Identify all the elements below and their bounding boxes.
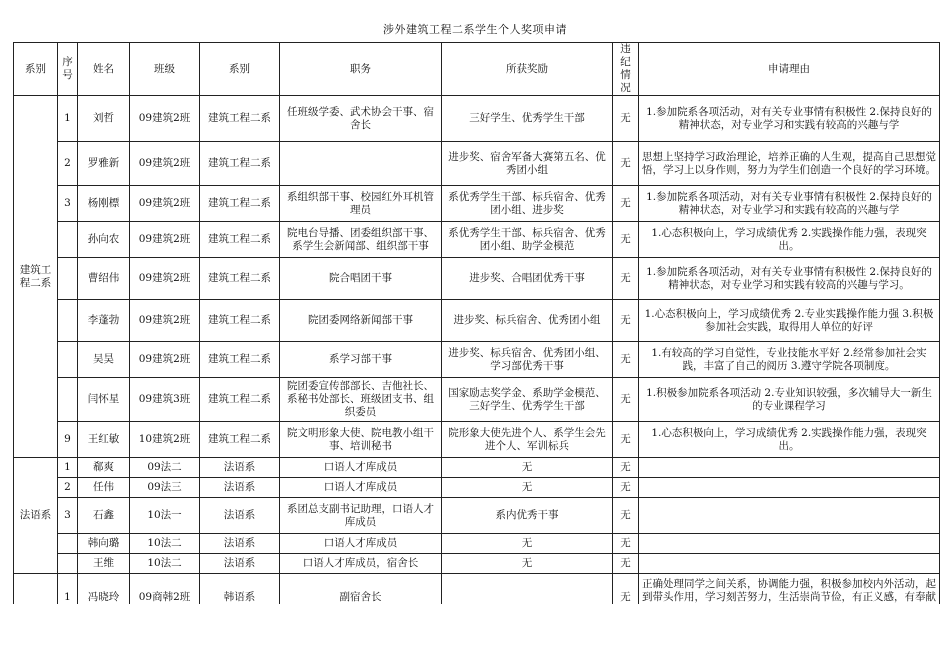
table-row: [14, 258, 940, 300]
table-row: [14, 300, 940, 342]
name-cell: 刘哲: [78, 96, 130, 142]
class-cell: 09建筑2班: [130, 142, 200, 186]
violation-cell: 无: [613, 478, 639, 498]
seq-cell: [58, 258, 78, 300]
awards-cell: 进步奖、宿舍军备大赛第五名、优秀团小组: [442, 142, 613, 186]
position-cell: 院合唱团干事: [280, 258, 442, 300]
awards-cell: 无: [442, 478, 613, 498]
table-row: [14, 96, 940, 142]
reason-cell: 1.参加院系各项活动，对有关专业事情有积极性 2.保持良好的精神状态，对专业学习和实践有较高的兴趣与学习。: [639, 258, 940, 300]
position-cell: 系团总支副书记助理，口语人才库成员: [280, 498, 442, 534]
violation-cell: 无: [613, 300, 639, 342]
seq-cell: [58, 342, 78, 378]
awards-cell: 三好学生、优秀学生干部: [442, 96, 613, 142]
position-cell: 口语人才库成员，宿舍长: [280, 554, 442, 574]
reason-cell: [639, 458, 940, 478]
awards-cell: 进步奖、合唱团优秀干事: [442, 258, 613, 300]
seq-cell: 1: [58, 458, 78, 478]
awards-cell: 无: [442, 458, 613, 478]
class-cell: 10法一: [130, 498, 200, 534]
dept-cell: 建筑工程二系: [200, 142, 280, 186]
violation-cell: 无: [613, 534, 639, 554]
class-cell: 09建筑3班: [130, 378, 200, 422]
violation-cell: 无: [613, 186, 639, 222]
table-row: [14, 478, 940, 498]
reason-cell: [639, 478, 940, 498]
awards-cell: 系优秀学生干部、标兵宿舍、优秀团小组、进步奖: [442, 186, 613, 222]
name-cell: 韩向璐: [78, 534, 130, 554]
seq-cell: 3: [58, 498, 78, 534]
table-row: [14, 498, 940, 534]
table-row: [14, 458, 940, 478]
seq-cell: 9: [58, 422, 78, 458]
reason-cell: 1.参加院系各项活动，对有关专业事情有积极性 2.保持良好的精神状态，对专业学习和实践有较高的兴趣与学: [639, 96, 940, 142]
violation-cell: 无: [613, 574, 639, 622]
reason-cell: 1.心态积极向上，学习成绩优秀 2.实践操作能力强，表现突出。: [639, 422, 940, 458]
position-cell: 系学习部干事: [280, 342, 442, 378]
name-cell: 孙向农: [78, 222, 130, 258]
dept-cell: 法语系: [200, 458, 280, 478]
name-cell: 李蓬勃: [78, 300, 130, 342]
violation-cell: 无: [613, 554, 639, 574]
position-cell: 口语人才库成员: [280, 534, 442, 554]
dept-cell: 建筑工程二系: [200, 342, 280, 378]
table-row: [14, 142, 940, 186]
dept-cell: 法语系: [200, 498, 280, 534]
dept-cell: 建筑工程二系: [200, 422, 280, 458]
seq-cell: [58, 300, 78, 342]
name-cell: 闫怀星: [78, 378, 130, 422]
header-dept: 系别: [200, 43, 280, 96]
award-application-table: [13, 42, 940, 622]
dept-cell: 建筑工程二系: [200, 378, 280, 422]
name-cell: 吴昊: [78, 342, 130, 378]
class-cell: 10法二: [130, 534, 200, 554]
name-cell: 王维: [78, 554, 130, 574]
position-cell: 口语人才库成员: [280, 478, 442, 498]
table-row: [14, 342, 940, 378]
dept-cell: 建筑工程二系: [200, 222, 280, 258]
awards-cell: 进步奖、标兵宿舍、优秀团小组: [442, 300, 613, 342]
class-cell: 09建筑2班: [130, 186, 200, 222]
header-row: [14, 43, 940, 96]
table-row: [14, 186, 940, 222]
class-cell: 10建筑2班: [130, 422, 200, 458]
class-cell: 09建筑2班: [130, 222, 200, 258]
seq-cell: [58, 222, 78, 258]
class-cell: 09建筑2班: [130, 96, 200, 142]
dept-cell: 法语系: [200, 478, 280, 498]
reason-cell: [639, 498, 940, 534]
class-cell: 09建筑2班: [130, 300, 200, 342]
header-violation: 违纪情况: [613, 43, 639, 96]
dept-cell: 法语系: [200, 554, 280, 574]
header-awards: 所获奖励: [442, 43, 613, 96]
name-cell: 石鑫: [78, 498, 130, 534]
position-cell: 系组织部干事、校园红外耳机管理员: [280, 186, 442, 222]
position-cell: 院电台导播、团委组织部干事、系学生会新闻部、组织部干事: [280, 222, 442, 258]
name-cell: 任伟: [78, 478, 130, 498]
table-row: [14, 222, 940, 258]
page-bottom-margin: [0, 604, 950, 672]
name-cell: 郗爽: [78, 458, 130, 478]
position-cell: 副宿舍长: [280, 574, 442, 622]
class-cell: 09商韩2班: [130, 574, 200, 622]
violation-cell: 无: [613, 258, 639, 300]
reason-cell: [639, 534, 940, 554]
seq-cell: 3: [58, 186, 78, 222]
awards-cell: 院形象大使先进个人、系学生会先进个人、军训标兵: [442, 422, 613, 458]
name-cell: 杨刚標: [78, 186, 130, 222]
reason-cell: [639, 554, 940, 574]
awards-cell: 系内优秀干事: [442, 498, 613, 534]
header-class: 班级: [130, 43, 200, 96]
dept-cell: 韩语系: [200, 574, 280, 622]
seq-cell: 2: [58, 142, 78, 186]
table-row: [14, 422, 940, 458]
seq-cell: [58, 378, 78, 422]
position-cell: 口语人才库成员: [280, 458, 442, 478]
reason-cell: 1.有较高的学习自觉性，专业技能水平好 2.经常参加社会实践，丰富了自己的阅历 3.遵守学院各项制度。: [639, 342, 940, 378]
violation-cell: 无: [613, 422, 639, 458]
page-title: 涉外建筑工程二系学生个人奖项申请: [383, 23, 567, 36]
violation-cell: 无: [613, 342, 639, 378]
reason-cell: 1.参加院系各项活动，对有关专业事情有积极性 2.保持良好的精神状态，对专业学习和实践有较高的兴趣与学: [639, 186, 940, 222]
violation-cell: 无: [613, 378, 639, 422]
class-cell: 09法三: [130, 478, 200, 498]
table-row: [14, 554, 940, 574]
position-cell: 院团委宣传部部长、吉他社长、系秘书处部长、班级团支书、组织委员: [280, 378, 442, 422]
position-cell: 院团委网络新闻部干事: [280, 300, 442, 342]
table-row: [14, 378, 940, 422]
class-cell: 10法二: [130, 554, 200, 574]
class-cell: 09法二: [130, 458, 200, 478]
class-cell: 09建筑2班: [130, 258, 200, 300]
reason-cell: 1.积极参加院系各项活动 2.专业知识较强，多次辅导大一新生的专业课程学习: [639, 378, 940, 422]
dept-cell: 法语系: [200, 534, 280, 554]
awards-cell: 无: [442, 554, 613, 574]
awards-cell: 系优秀学生干部、标兵宿舍、优秀团小组、助学金模范: [442, 222, 613, 258]
violation-cell: 无: [613, 96, 639, 142]
violation-cell: 无: [613, 498, 639, 534]
header-seq: 序号: [58, 43, 78, 96]
name-cell: 王红敏: [78, 422, 130, 458]
seq-cell: 2: [58, 478, 78, 498]
position-cell: 任班级学委、武术协会干事、宿舍长: [280, 96, 442, 142]
violation-cell: 无: [613, 458, 639, 478]
awards-cell: 进步奖、标兵宿舍、优秀团小组、学习部优秀干事: [442, 342, 613, 378]
violation-cell: 无: [613, 222, 639, 258]
reason-cell: 正确处理同学之间关系，协调能力强，积极参加校内外活动，起到带头作用，学习刻苦努力，生活崇尚节俭，有正义感，有奉献: [639, 574, 940, 622]
dept-cell: 建筑工程二系: [200, 186, 280, 222]
reason-cell: 思想上坚持学习政治理论，培养正确的人生观，提高自己思想觉悟，学习上以身作则，努力为学生们创造一个良好的学习环境。: [639, 142, 940, 186]
awards-cell: 无: [442, 534, 613, 554]
dept-group-cell: 建筑工程二系: [14, 96, 58, 458]
table-body: [14, 96, 940, 622]
seq-cell: [58, 534, 78, 554]
header-name: 姓名: [78, 43, 130, 96]
table-row: [14, 534, 940, 554]
seq-cell: 1: [58, 574, 78, 622]
violation-cell: 无: [613, 142, 639, 186]
header-position: 职务: [280, 43, 442, 96]
position-cell: 院文明形象大使、院电教小组干事、培训秘书: [280, 422, 442, 458]
class-cell: 09建筑2班: [130, 342, 200, 378]
seq-cell: 1: [58, 96, 78, 142]
header-dept-group: 系别: [14, 43, 58, 96]
name-cell: 罗雅新: [78, 142, 130, 186]
dept-group-cell: 法语系: [14, 458, 58, 574]
header-reason: 申请理由: [639, 43, 940, 96]
awards-cell: 国家励志奖学金、系助学金模范、三好学生、优秀学生干部: [442, 378, 613, 422]
seq-cell: [58, 554, 78, 574]
name-cell: 曹绍伟: [78, 258, 130, 300]
reason-cell: 1.心态积极向上，学习成绩优秀 2.专业实践操作能力强 3.积极参加社会实践，取得用人单位的好评: [639, 300, 940, 342]
dept-cell: 建筑工程二系: [200, 300, 280, 342]
dept-cell: 建筑工程二系: [200, 258, 280, 300]
dept-cell: 建筑工程二系: [200, 96, 280, 142]
position-cell: [280, 142, 442, 186]
reason-cell: 1.心态积极向上，学习成绩优秀 2.实践操作能力强，表现突出。: [639, 222, 940, 258]
name-cell: 冯晓玲: [78, 574, 130, 622]
